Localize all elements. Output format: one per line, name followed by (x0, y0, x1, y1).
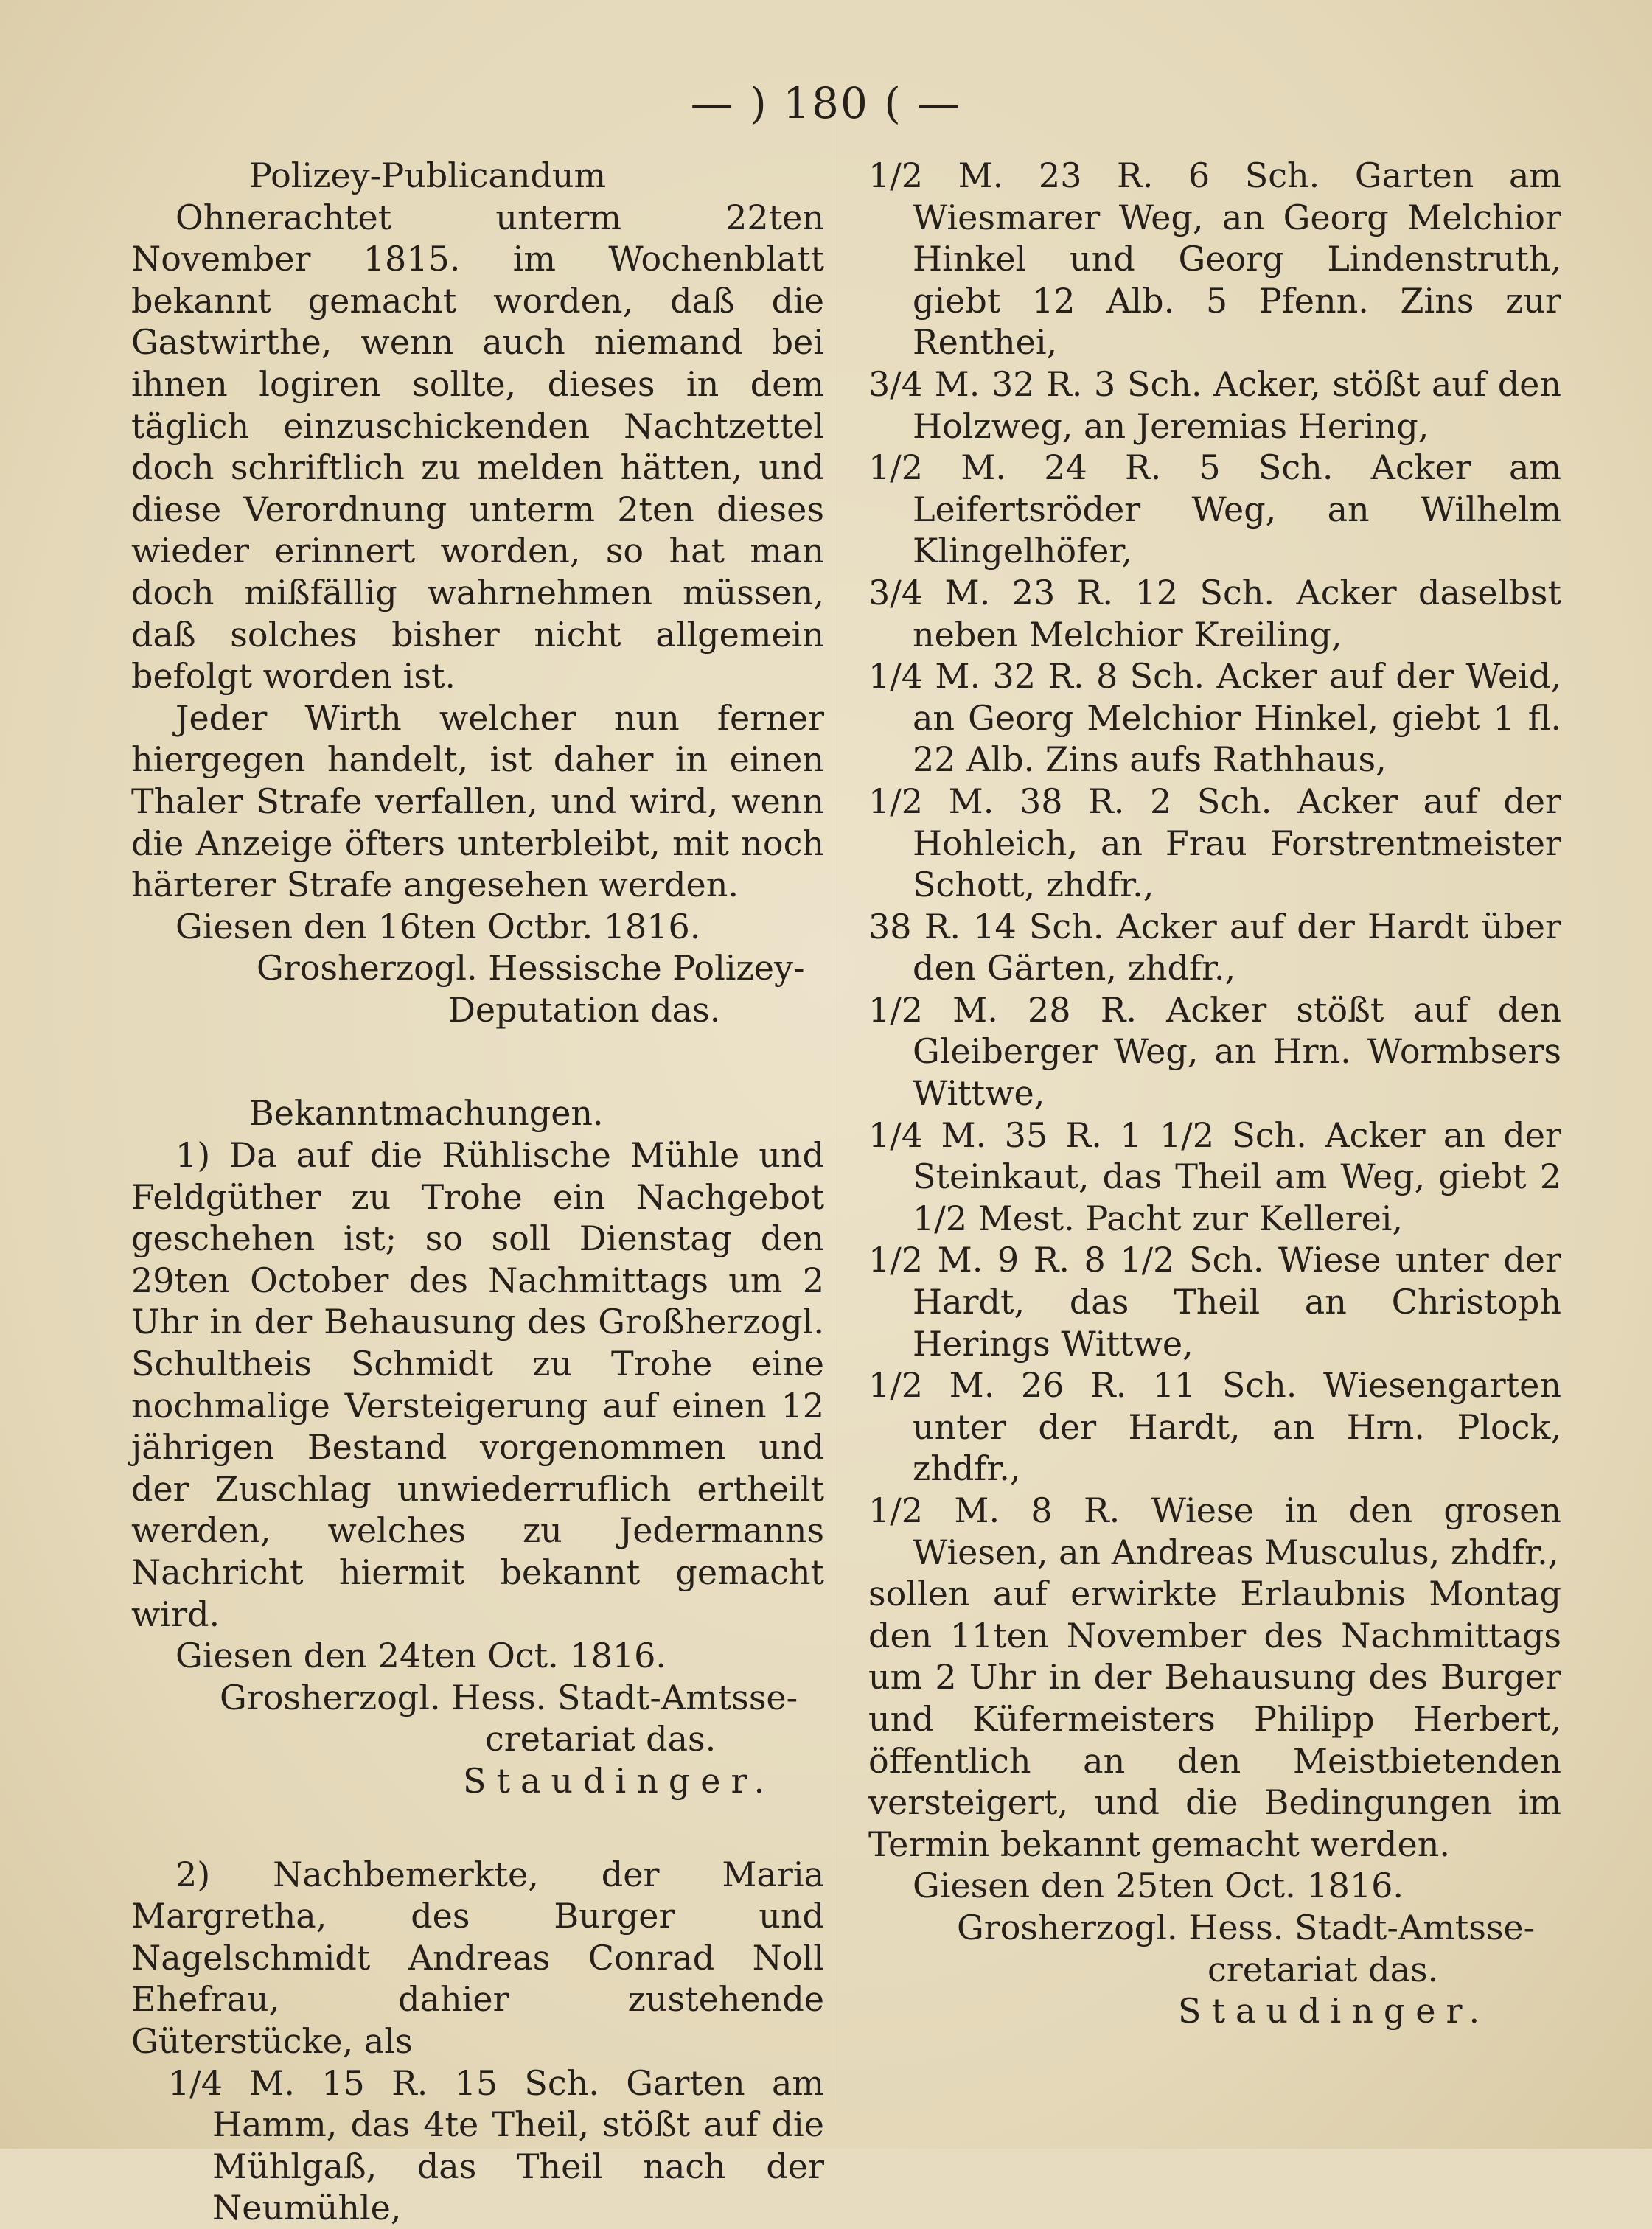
sale-signature-name: Staudinger. (1178, 1991, 1491, 2031)
sale-date: Giesen den 25ten Oct. 1816. (913, 1866, 1404, 1906)
announcement-2-intro: 2) Nachbemerkte, der Maria Margretha, des Burger und Nagelschmidt Andreas Conrad Noll Ehefrau, dahier zustehende Güterstücke, als (131, 1854, 824, 2061)
plot-item: 1/2 M. 24 R. 5 Sch. Acker am Leifertsröder Weg, an Wilhelm Klingelhöfer, (868, 447, 1561, 571)
page-number: — ) 180 ( — (690, 78, 962, 128)
plot-item: 1/4 M. 35 R. 1 1/2 Sch. Acker an der Steinkaut, das Theil am Weg, giebt 2 1/2 Mest. Pacht zur Kellerei, (868, 1114, 1561, 1238)
police-date: Giesen den 16ten Octbr. 1816. (175, 906, 701, 946)
plot-item: 3/4 M. 32 R. 3 Sch. Acker, stößt auf den Holzweg, an Jeremias Hering, (868, 363, 1561, 446)
plot-item: 1/2 M. 38 R. 2 Sch. Acker auf der Hohleich, an Frau Forstrentmeister Schott, zhdfr., (868, 781, 1561, 905)
plot-item: 1/2 M. 9 R. 8 1/2 Sch. Wiese unter der Hardt, das Theil an Christoph Herings Wittwe, (868, 1240, 1561, 1364)
plot-item: 1/2 M. 28 R. Acker stößt auf den Gleiberger Weg, an Hrn. Wormbsers Wittwe, (868, 989, 1561, 1114)
announcement-1-date: Giesen den 24ten Oct. 1816. (175, 1636, 667, 1676)
police-paragraph-1: Ohnerachtet unterm 22ten November 1815. im Wochenblatt bekannt gemacht worden, daß die Gastwirthe, wenn auch niemand bei ihnen logiren sollte, dieses in dem täglich einzuschickenden Nachtzettel doch schriftlich zu melden hätten, und diese Verordnung unterm 2ten dieses wieder erinnert worden, so hat man doch mißfällig wahrnehmen müssen, daß solches bisher nicht allgemein befolgt worden ist. (131, 197, 824, 697)
plot-item: 1/2 M. 26 R. 11 Sch. Wiesengarten unter der Hardt, an Hrn. Plock, zhdfr., (868, 1365, 1561, 1489)
right-column (868, 155, 1561, 2032)
announcement-1-signature-line-1: Grosherzogl. Hess. Stadt-Amtsse- (220, 1677, 798, 1717)
plot-item: 3/4 M. 23 R. 12 Sch. Acker daselbst neben Melchior Kreiling, (868, 572, 1561, 655)
announcements-heading: Bekanntmachungen. (249, 1093, 604, 1134)
plot-item: 38 R. 14 Sch. Acker auf der Hardt über den Gärten, zhdfr., (868, 906, 1561, 988)
police-paragraph-2: Jeder Wirth welcher nun ferner hiergegen handelt, ist daher in einen Thaler Strafe verfallen, und wird, wenn die Anzeige öfters unterbleibt, mit noch härterer Strafe angesehen werden. (131, 697, 824, 905)
announcement-1: 1) Da auf die Rühlische Mühle und Feldgüther zu Trohe ein Nachgebot geschehen ist; so soll Dienstag den 29ten October des Nachmittags um 2 Uhr in der Behausung des Großherzogl. Schultheis Schmidt zu Trohe eine nochmalige Versteigerung auf einen 12 jährigen Bestand vorgenommen und der Zuschlag unwiederruflich ertheilt werden, welches zu Jedermanns Nachricht hiermit bekannt gemacht wird. (131, 1135, 824, 1634)
plot-item: 1/2 M. 23 R. 6 Sch. Garten am Wiesmarer Weg, an Georg Melchior Hinkel und Georg Lindenstruth, giebt 12 Alb. 5 Pfenn. Zins zur Renthei, (868, 156, 1561, 363)
sale-terms: sollen auf erwirkte Erlaubnis Montag den 11ten November des Nachmittags um 2 Uhr in der Behausung des Burger und Küfermeisters Philipp Herbert, öffentlich an den Meistbietenden versteigert, und die Bedingungen im Termin bekannt gemacht werden. (868, 1574, 1561, 1864)
police-signature-line-1: Grosherzogl. Hessische Polizey- (257, 948, 805, 988)
plot-item: 1/2 M. 8 R. Wiese in den grosen Wiesen, an Andreas Musculus, zhdfr., (868, 1490, 1561, 1572)
announcement-1-signature-name: Staudinger. (463, 1760, 776, 1801)
sale-signature-line-1: Grosherzogl. Hess. Stadt-Amtsse- (957, 1907, 1536, 1947)
police-heading: Polizey-Publicandum (249, 156, 607, 195)
police-signature-line-2: Deputation das. (448, 989, 721, 1030)
plot-item: 1/4 M. 32 R. 8 Sch. Acker auf der Weid, an Georg Melchior Hinkel, giebt 1 fl. 22 Alb. Zins aufs Rathhaus, (868, 656, 1561, 780)
announcement-1-signature-line-2: cretariat das. (485, 1719, 717, 1759)
sale-signature-line-2: cretariat das. (1207, 1949, 1439, 1989)
left-column (131, 155, 824, 2229)
announcement-2-first-plot: 1/4 M. 15 R. 15 Sch. Garten am Hamm, das 4te Theil, stößt auf die Mühlgaß, das Theil nach der Neumühle, (168, 2062, 824, 2228)
